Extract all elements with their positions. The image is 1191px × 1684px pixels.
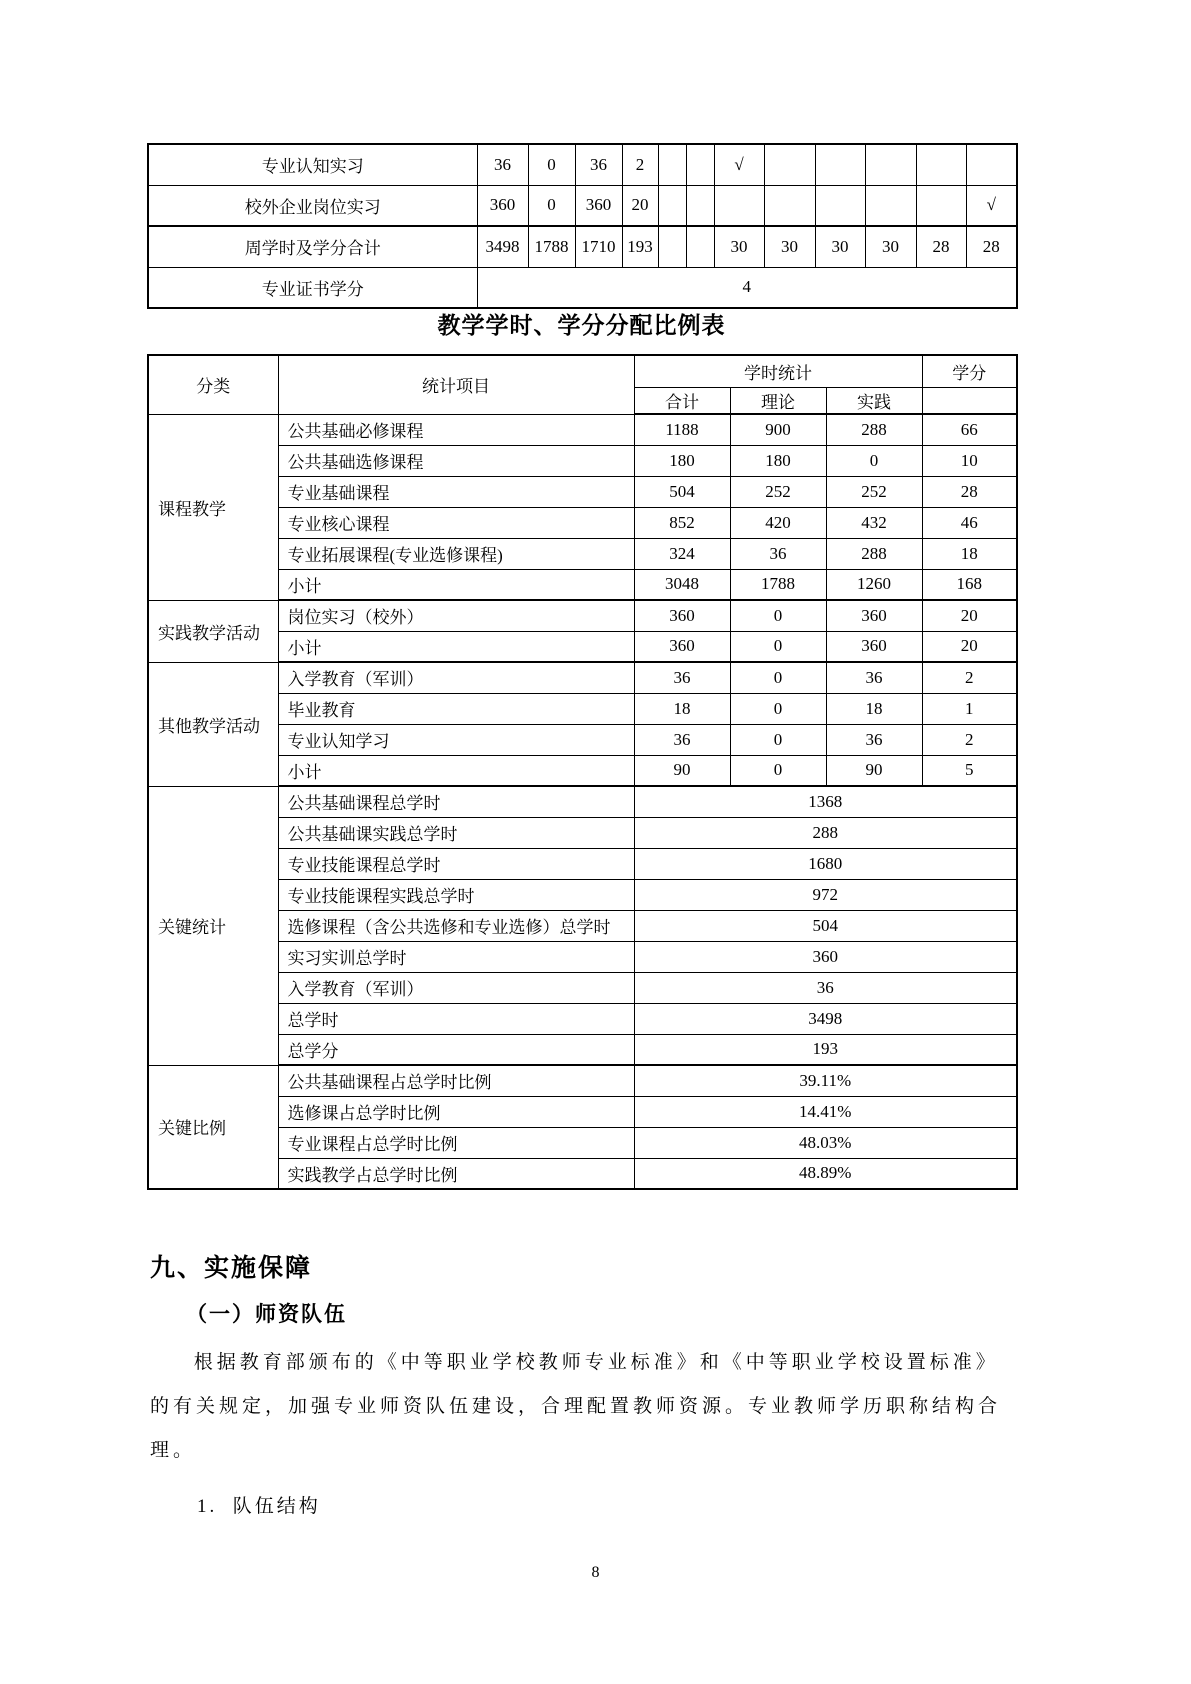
row-label-cell: 实践教学占总学时比例 [278, 1158, 634, 1189]
value-cell: 1260 [826, 569, 922, 600]
table-row [148, 414, 1017, 445]
row-label-cell: 入学教育（军训） [278, 972, 634, 1003]
table-row [148, 910, 1017, 941]
value-cell: 504 [634, 476, 730, 507]
value-cell: 0 [528, 185, 575, 226]
value-cell: 30 [865, 226, 916, 267]
table-row [148, 538, 1017, 569]
merged-value-cell: 39.11% [634, 1065, 1017, 1096]
category-cell: 关键统计 [148, 786, 278, 1065]
value-cell: 0 [730, 631, 826, 662]
value-cell: 5 [922, 755, 1017, 786]
paragraph-line: 理。 [150, 1440, 197, 1461]
merged-value-cell: 48.03% [634, 1127, 1017, 1158]
table-row [148, 879, 1017, 910]
value-cell: 3048 [634, 569, 730, 600]
top-table [147, 143, 1018, 309]
value-cell: 30 [764, 226, 815, 267]
value-cell: 36 [477, 144, 528, 185]
value-cell: 288 [826, 538, 922, 569]
value-cell: 20 [622, 185, 658, 226]
value-cell: 18 [922, 538, 1017, 569]
value-cell [916, 144, 966, 185]
value-cell: 852 [634, 507, 730, 538]
table-row [148, 507, 1017, 538]
merged-value-cell: 4 [477, 267, 1017, 308]
value-cell: 0 [528, 144, 575, 185]
row-label-cell: 专业基础课程 [278, 476, 634, 507]
header-category: 分类 [148, 355, 278, 414]
table-row [148, 786, 1017, 817]
row-label-cell: 专业课程占总学时比例 [278, 1127, 634, 1158]
table-row [148, 1003, 1017, 1034]
value-cell: 360 [634, 600, 730, 631]
checkmark-cell: √ [714, 144, 764, 185]
table-row [148, 600, 1017, 631]
value-cell: 252 [826, 476, 922, 507]
value-cell: 360 [634, 631, 730, 662]
value-cell: 1710 [575, 226, 622, 267]
value-cell: 360 [477, 185, 528, 226]
value-cell: 193 [622, 226, 658, 267]
row-label-cell: 公共基础必修课程 [278, 414, 634, 445]
header-theory: 理论 [730, 387, 826, 414]
table-row [148, 941, 1017, 972]
table-row [148, 1158, 1017, 1189]
value-cell: 360 [826, 631, 922, 662]
value-cell: 18 [634, 693, 730, 724]
value-cell: 1788 [730, 569, 826, 600]
row-label-cell: 公共基础课实践总学时 [278, 817, 634, 848]
value-cell: 360 [826, 600, 922, 631]
body-paragraph [150, 1341, 1055, 1473]
value-cell: 28 [966, 226, 1017, 267]
paragraph-line: 根据教育部颁布的《中等职业学校教师专业标准》和《中等职业学校设置标准》 [193, 1352, 999, 1373]
value-cell [686, 144, 714, 185]
value-cell: 36 [826, 662, 922, 693]
value-cell: 900 [730, 414, 826, 445]
row-label-cell: 小计 [278, 631, 634, 662]
merged-value-cell: 3498 [634, 1003, 1017, 1034]
value-cell: 20 [922, 600, 1017, 631]
table-row [148, 569, 1017, 600]
merged-value-cell: 1368 [634, 786, 1017, 817]
row-label-cell: 专业认知实习 [148, 144, 477, 185]
value-cell [764, 185, 815, 226]
value-cell: 2 [922, 662, 1017, 693]
value-cell: 432 [826, 507, 922, 538]
row-label-cell: 专业技能课程实践总学时 [278, 879, 634, 910]
value-cell: 2 [922, 724, 1017, 755]
value-cell: 324 [634, 538, 730, 569]
value-cell: 168 [922, 569, 1017, 600]
row-label-cell: 专业认知学习 [278, 724, 634, 755]
value-cell [658, 185, 686, 226]
table-row [148, 445, 1017, 476]
table-header-row [148, 355, 1017, 387]
value-cell: 360 [575, 185, 622, 226]
value-cell: 0 [826, 445, 922, 476]
value-cell: 28 [922, 476, 1017, 507]
value-cell: 2 [622, 144, 658, 185]
value-cell: 36 [634, 662, 730, 693]
value-cell [714, 185, 764, 226]
row-label-cell: 公共基础选修课程 [278, 445, 634, 476]
value-cell: 0 [730, 600, 826, 631]
value-cell: 288 [826, 414, 922, 445]
value-cell [658, 226, 686, 267]
merged-value-cell: 14.41% [634, 1096, 1017, 1127]
value-cell: 36 [730, 538, 826, 569]
value-cell: 36 [826, 724, 922, 755]
table-row [148, 476, 1017, 507]
row-label-cell: 总学分 [278, 1034, 634, 1065]
row-label-cell: 专业拓展课程(专业选修课程) [278, 538, 634, 569]
subsection-heading: （一）师资队伍 [186, 1303, 347, 1326]
merged-value-cell: 504 [634, 910, 1017, 941]
row-label-cell: 毕业教育 [278, 693, 634, 724]
table-row [148, 226, 1017, 267]
row-label-cell: 周学时及学分合计 [148, 226, 477, 267]
value-cell [865, 185, 916, 226]
value-cell [686, 226, 714, 267]
value-cell: 20 [922, 631, 1017, 662]
value-cell [916, 185, 966, 226]
value-cell: 420 [730, 507, 826, 538]
row-label-cell: 实习实训总学时 [278, 941, 634, 972]
value-cell: 0 [730, 755, 826, 786]
value-cell [815, 144, 865, 185]
header-total: 合计 [634, 387, 730, 414]
value-cell: 90 [826, 755, 922, 786]
value-cell: 1188 [634, 414, 730, 445]
table-title: 教学学时、学分分配比例表 [437, 312, 726, 338]
value-cell [865, 144, 916, 185]
header-hours-group: 学时统计 [634, 355, 922, 387]
value-cell [815, 185, 865, 226]
merged-value-cell: 36 [634, 972, 1017, 1003]
table-row [148, 972, 1017, 1003]
value-cell: 46 [922, 507, 1017, 538]
category-cell: 课程教学 [148, 414, 278, 600]
merged-value-cell: 360 [634, 941, 1017, 972]
row-label-cell: 专业核心课程 [278, 507, 634, 538]
table-row [148, 185, 1017, 226]
category-cell: 实践教学活动 [148, 600, 278, 662]
row-label-cell: 小计 [278, 755, 634, 786]
value-cell: 36 [575, 144, 622, 185]
value-cell [686, 185, 714, 226]
row-label-cell: 专业证书学分 [148, 267, 477, 308]
category-cell: 其他教学活动 [148, 662, 278, 786]
value-cell: 66 [922, 414, 1017, 445]
table-row [148, 724, 1017, 755]
numbered-item: 1. 队伍结构 [197, 1496, 321, 1517]
value-cell [764, 144, 815, 185]
header-item: 统计项目 [278, 355, 634, 414]
header-credits: 学分 [922, 355, 1017, 387]
table-row [148, 1096, 1017, 1127]
row-label-cell: 校外企业岗位实习 [148, 185, 477, 226]
merged-value-cell: 1680 [634, 848, 1017, 879]
merged-value-cell: 972 [634, 879, 1017, 910]
row-label-cell: 小计 [278, 569, 634, 600]
value-cell: 0 [730, 662, 826, 693]
value-cell: 252 [730, 476, 826, 507]
table-row [148, 662, 1017, 693]
value-cell: 3498 [477, 226, 528, 267]
row-label-cell: 专业技能课程总学时 [278, 848, 634, 879]
merged-value-cell: 48.89% [634, 1158, 1017, 1189]
value-cell: 18 [826, 693, 922, 724]
table-row [148, 1127, 1017, 1158]
merged-value-cell: 288 [634, 817, 1017, 848]
value-cell: 30 [714, 226, 764, 267]
value-cell: 0 [730, 693, 826, 724]
main-table [147, 354, 1018, 1190]
table-row [148, 631, 1017, 662]
checkmark-cell: √ [966, 185, 1017, 226]
table-row [148, 817, 1017, 848]
category-cell: 关键比例 [148, 1065, 278, 1189]
value-cell [658, 144, 686, 185]
table-row [148, 144, 1017, 185]
value-cell: 30 [815, 226, 865, 267]
value-cell: 90 [634, 755, 730, 786]
row-label-cell: 入学教育（军训） [278, 662, 634, 693]
row-label-cell: 总学时 [278, 1003, 634, 1034]
merged-value-cell: 193 [634, 1034, 1017, 1065]
page-number: 8 [591, 1564, 600, 1581]
value-cell: 180 [730, 445, 826, 476]
paragraph-line: 的有关规定，加强专业师资队伍建设，合理配置教师资源。专业教师学历职称结构合 [150, 1396, 1002, 1417]
row-label-cell: 公共基础课程占总学时比例 [278, 1065, 634, 1096]
section-heading: 九、实施保障 [150, 1254, 313, 1282]
value-cell: 0 [730, 724, 826, 755]
value-cell: 180 [634, 445, 730, 476]
table-row [148, 848, 1017, 879]
table-row [148, 1065, 1017, 1096]
table-row [148, 755, 1017, 786]
header-credits-sub [922, 387, 1017, 414]
value-cell: 36 [634, 724, 730, 755]
header-practice: 实践 [826, 387, 922, 414]
row-label-cell: 选修课程（含公共选修和专业选修）总学时 [278, 910, 634, 941]
row-label-cell: 岗位实习（校外） [278, 600, 634, 631]
row-label-cell: 选修课占总学时比例 [278, 1096, 634, 1127]
table-row [148, 693, 1017, 724]
table-row [148, 267, 1017, 308]
value-cell [966, 144, 1017, 185]
table-row [148, 1034, 1017, 1065]
value-cell: 28 [916, 226, 966, 267]
row-label-cell: 公共基础课程总学时 [278, 786, 634, 817]
value-cell: 1788 [528, 226, 575, 267]
value-cell: 10 [922, 445, 1017, 476]
value-cell: 1 [922, 693, 1017, 724]
